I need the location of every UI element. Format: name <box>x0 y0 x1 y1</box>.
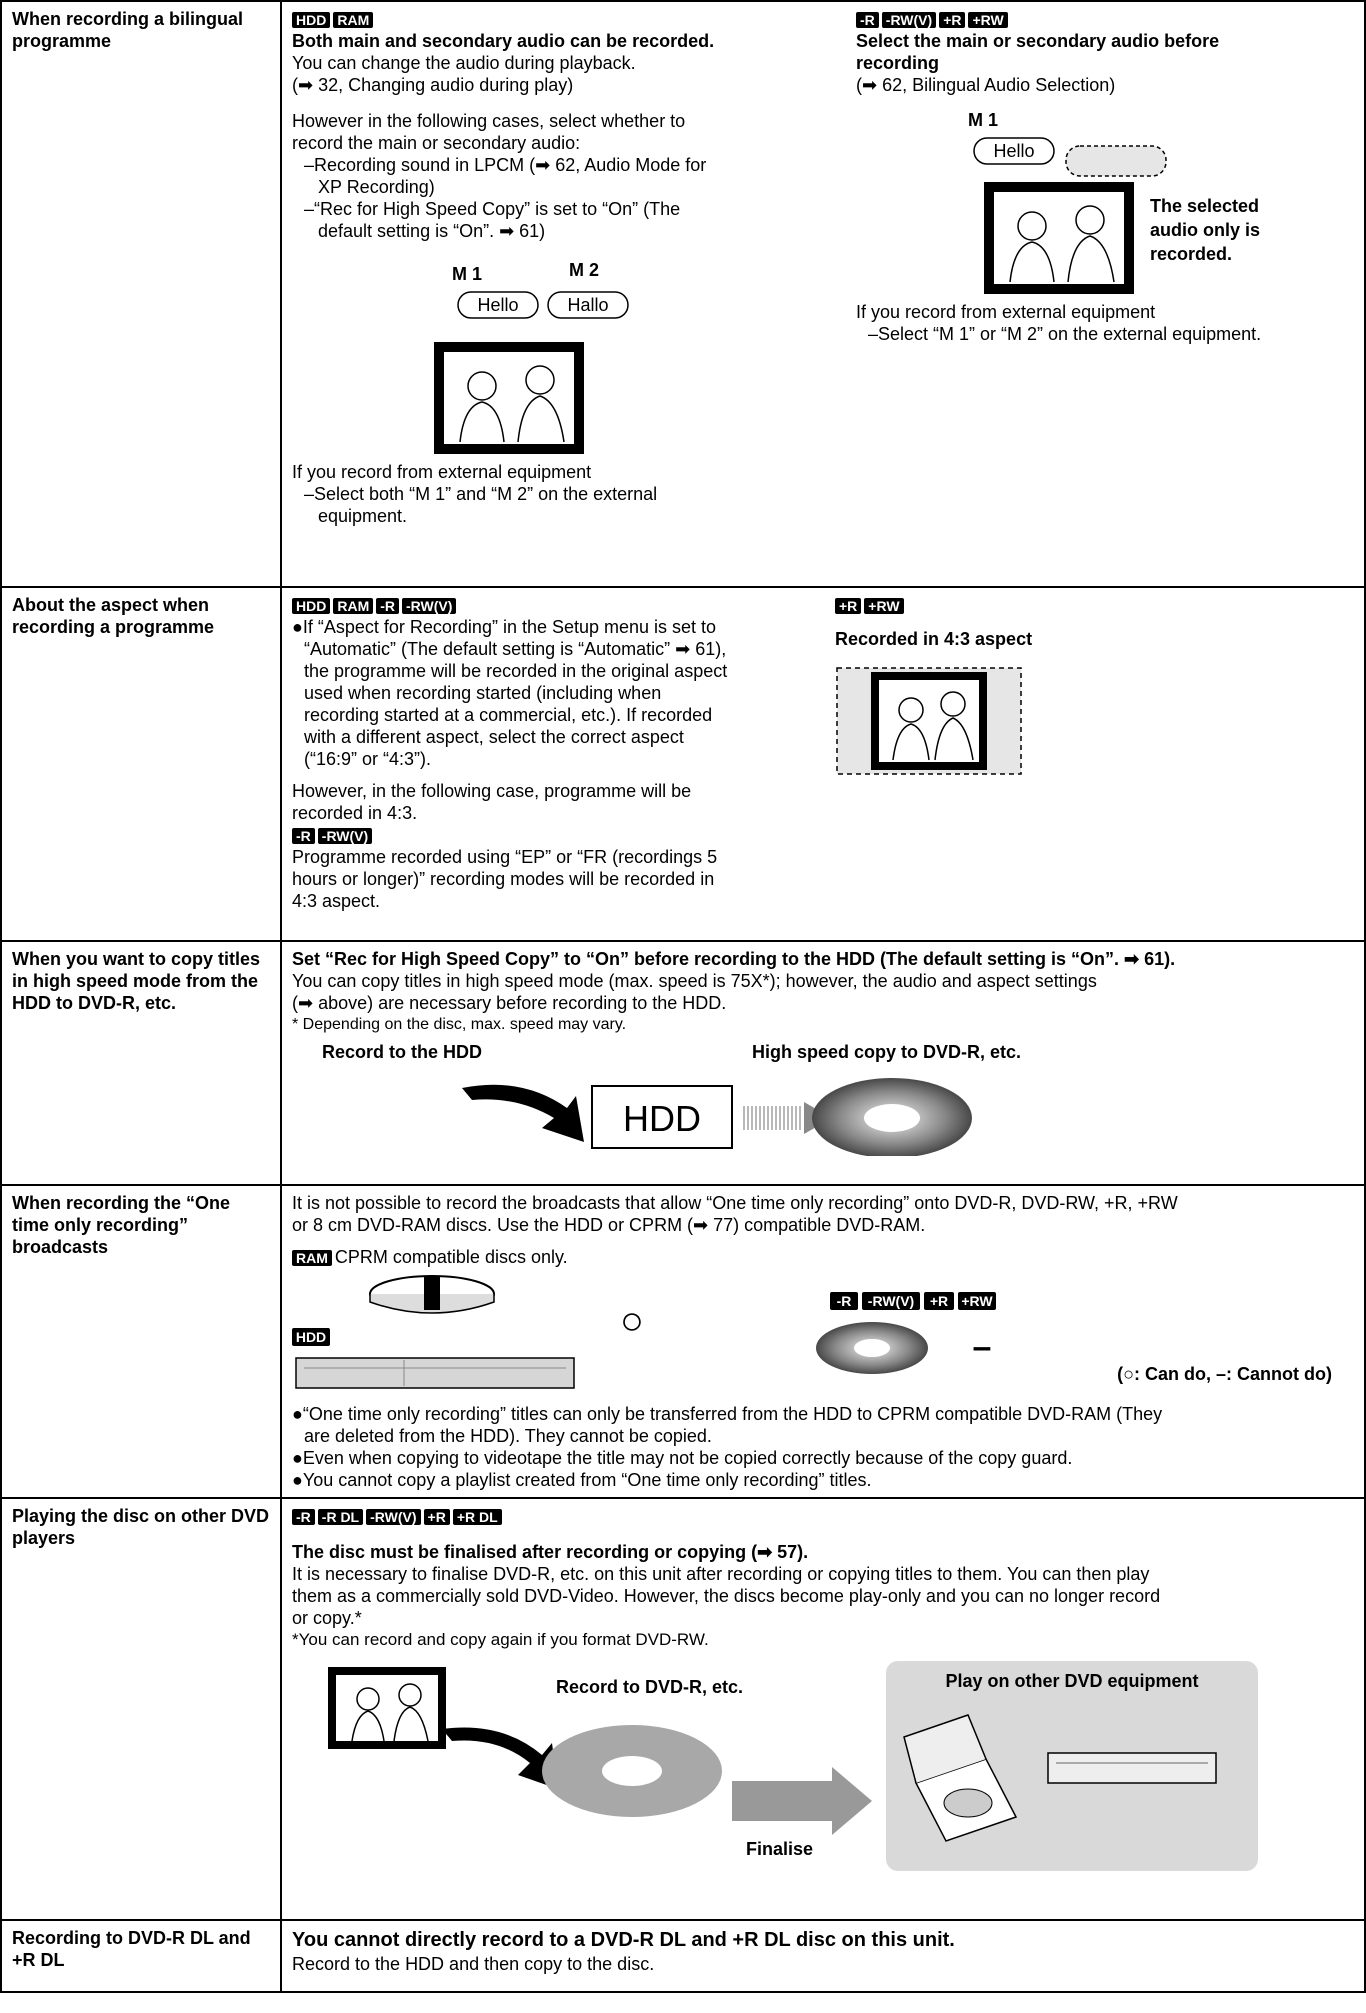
row-content <box>281 1920 1365 1992</box>
disc-tag: HDD <box>292 12 330 28</box>
compatibility-diagram <box>292 1268 1366 1398</box>
record-arrow <box>442 1727 558 1789</box>
footnote: *You can record and copy again if you format DVD-RW. <box>292 1630 709 1649</box>
row-heading: When recording the “One time only recording” broadcasts <box>1 1185 281 1498</box>
row-heading: Playing the disc on other DVD players <box>1 1498 281 1920</box>
text-line: equipment. <box>318 506 408 526</box>
record-to-dvd-label: Record to DVD-R, etc. <box>556 1677 744 1697</box>
text-line: It is necessary to finalise DVD-R, etc. on this unit after recording or copying titles to them. You can then play <box>292 1564 1150 1584</box>
disc-tag: -RW(V) <box>402 598 456 614</box>
disc-tag: -RW(V) <box>867 1293 915 1309</box>
disc-tag: RAM <box>333 598 373 614</box>
high-speed-copy-label: High speed copy to DVD-R, etc. <box>752 1042 1022 1062</box>
text-line: the programme will be recorded in the original aspect <box>304 661 728 681</box>
finalise-arrow <box>832 1767 872 1835</box>
disc-tag: -R <box>292 1509 315 1525</box>
bullet-line: ●Even when copying to videotape the title may not be copied correctly because of the copy guard. <box>292 1448 1073 1468</box>
bold-note: You cannot directly record to a DVD-R DL and +R DL disc on this unit. <box>292 1929 955 1951</box>
text-line: If you record from external equipment <box>856 302 1156 322</box>
disc-tag: +R <box>424 1509 450 1525</box>
disc-tag: +RW <box>864 598 903 614</box>
text-line: However in the following cases, select whether to <box>292 111 686 131</box>
text-line: –“Rec for High Speed Copy” is set to “On” (The <box>304 199 681 219</box>
disc-tag: HDD <box>292 598 330 614</box>
dvd-player <box>1048 1753 1216 1783</box>
row-content <box>281 587 1365 941</box>
right-column <box>846 8 1366 527</box>
high-speed-copy-diagram <box>292 1036 1366 1156</box>
left-column <box>292 594 825 912</box>
disc-tag: +RW <box>968 12 1007 28</box>
text-line: –Select “M 1” or “M 2” on the external equipment. <box>868 324 1262 344</box>
disc-tag: RAM <box>333 12 373 28</box>
text-line: recording started at a commercial, etc.). If recorded <box>304 705 713 725</box>
text-line: (➡ 62, Bilingual Audio Selection) <box>856 75 1116 95</box>
disc-tag: +RW <box>961 1293 993 1309</box>
disc-tag: -R <box>836 1293 852 1309</box>
hdd-tag: HDD <box>295 1329 327 1345</box>
selected-note-1: The selected <box>1150 196 1260 216</box>
finalise-label: Finalise <box>746 1839 814 1859</box>
bold-note: recording <box>856 53 940 73</box>
disc-tag: RAM <box>292 1250 332 1266</box>
aspect-4-3-illustration <box>835 662 1035 782</box>
ram-note: CPRM compatible discs only. <box>334 1247 568 1267</box>
selected-note-3: recorded. <box>1150 244 1233 264</box>
bullet-line: are deleted from the HDD). They cannot be copied. <box>304 1426 712 1446</box>
text-line: However, in the following case, programme will be <box>292 781 692 801</box>
transfer-arrow <box>744 1106 800 1130</box>
text-line: default setting is “On”. ➡ 61) <box>318 221 546 241</box>
row-content <box>281 1498 1365 1920</box>
text-line: You can change the audio during playback. <box>292 53 636 73</box>
bold-note: The disc must be finalised after recording or copying (➡ 57). <box>292 1542 809 1562</box>
text-line: Record to the HDD and then copy to the disc. <box>292 1954 655 1974</box>
left-column <box>292 8 846 527</box>
bold-note: Select the main or secondary audio before <box>856 31 1220 51</box>
disc-tag: +R <box>929 1293 949 1309</box>
hdd-box-label: HDD <box>623 1098 701 1139</box>
text-line: Programme recorded using “EP” or “FR (recordings 5 <box>292 847 718 867</box>
row-bilingual <box>1 1 1365 587</box>
row-content <box>281 1185 1365 1498</box>
row-high-speed-copy <box>1 941 1365 1185</box>
footnote: * Depending on the disc, max. speed may vary. <box>292 1016 627 1033</box>
row-aspect <box>1 587 1365 941</box>
m2-label: M 2 <box>569 260 600 280</box>
text-line: If you record from external equipment <box>292 462 592 482</box>
play-on-other-label: Play on other DVD equipment <box>945 1671 1199 1691</box>
row-content <box>281 1 1365 587</box>
disc-tag: -RW(V) <box>318 828 372 844</box>
disc-tag: +R DL <box>453 1509 502 1525</box>
text-line: record the main or secondary audio: <box>292 133 581 153</box>
disc-tag: -RW(V) <box>882 12 936 28</box>
text-line: –Select both “M 1” and “M 2” on the external <box>304 484 658 504</box>
right-column <box>825 594 1354 912</box>
row-one-time-recording <box>1 1185 1365 1498</box>
text-line: 4:3 aspect. <box>292 891 381 911</box>
text-line: with a different aspect, select the correct aspect <box>304 727 684 747</box>
selected-note-2: audio only is <box>1150 220 1261 240</box>
text-line: or copy.* <box>292 1608 362 1628</box>
text-line: hours or longer)” recording modes will be recorded in <box>292 869 715 889</box>
text-line: recorded in 4:3. <box>292 803 418 823</box>
cannot-do-mark: – <box>972 1328 992 1366</box>
text-line: (➡ above) are necessary before recording to the HDD. <box>292 993 727 1013</box>
record-arrow <box>462 1085 584 1142</box>
speech-bubble-1: Hello <box>477 295 519 315</box>
disc-tag: +R <box>939 12 965 28</box>
record-to-hdd-label: Record to the HDD <box>322 1042 483 1062</box>
bullet-line: ●“One time only recording” titles can only be transferred from the HDD to CPRM compatible DVD-RAM (They <box>292 1404 1163 1424</box>
legend: (○: Can do, –: Cannot do) <box>1117 1364 1332 1384</box>
dual-audio-illustration <box>292 256 832 456</box>
text-line: or 8 cm DVD-RAM discs. Use the HDD or CPRM (➡ 77) compatible DVD-RAM. <box>292 1215 926 1235</box>
disc-tag: -R DL <box>318 1509 363 1525</box>
bold-note: Set “Rec for High Speed Copy” to “On” before recording to the HDD (The default setting is “On”. ➡ 61). <box>292 949 1176 969</box>
text-line: You can copy titles in high speed mode (max. speed is 75X*); however, the audio and aspect settings <box>292 971 1097 991</box>
finalise-diagram <box>292 1659 1366 1875</box>
text-line: XP Recording) <box>318 177 435 197</box>
text-line: (“16:9” or “4:3”). <box>304 749 432 769</box>
recorder-unit <box>296 1358 574 1388</box>
disc-tag: +R <box>835 598 861 614</box>
bold-note: Recorded in 4:3 aspect <box>835 629 1033 649</box>
text-line: It is not possible to record the broadcasts that allow “One time only recording” onto DVD-R, DVD-RW, +R, +RW <box>292 1193 1178 1213</box>
disc-tag: -R <box>856 12 879 28</box>
text-line: them as a commercially sold DVD-Video. However, the discs become play-only and you can no longer record <box>292 1586 1161 1606</box>
text-line: (➡ 32, Changing audio during play) <box>292 75 574 95</box>
m1-label: M 1 <box>452 264 483 284</box>
can-do-mark: ○ <box>619 1299 645 1343</box>
bold-note: Both main and secondary audio can be recorded. <box>292 31 715 51</box>
row-content <box>281 941 1365 1185</box>
row-heading: About the aspect when recording a programme <box>1 587 281 941</box>
row-heading: When you want to copy titles in high speed mode from the HDD to DVD-R, etc. <box>1 941 281 1185</box>
m1-label: M 1 <box>968 110 999 130</box>
single-audio-illustration <box>856 96 1366 296</box>
disc-tag: -R <box>292 828 315 844</box>
bullet-line: ●You cannot copy a playlist created from “One time only recording” titles. <box>292 1470 872 1490</box>
disc-tag: -RW(V) <box>366 1509 420 1525</box>
speech-bubble: Hello <box>993 141 1035 161</box>
row-heading: Recording to DVD-R DL and +R DL <box>1 1920 281 1992</box>
row-play-other-players <box>1 1498 1365 1920</box>
row-dual-layer <box>1 1920 1365 1992</box>
speech-bubble-2: Hallo <box>567 295 609 315</box>
disc-tag: -R <box>376 598 399 614</box>
text-line: used when recording started (including when <box>304 683 662 703</box>
row-heading: When recording a bilingual programme <box>1 1 281 587</box>
text-line: –Recording sound in LPCM (➡ 62, Audio Mode for <box>304 155 707 175</box>
text-line: ●If “Aspect for Recording” in the Setup menu is set to <box>292 617 717 637</box>
text-line: “Automatic” (The default setting is “Automatic” ➡ 61), <box>304 639 727 659</box>
